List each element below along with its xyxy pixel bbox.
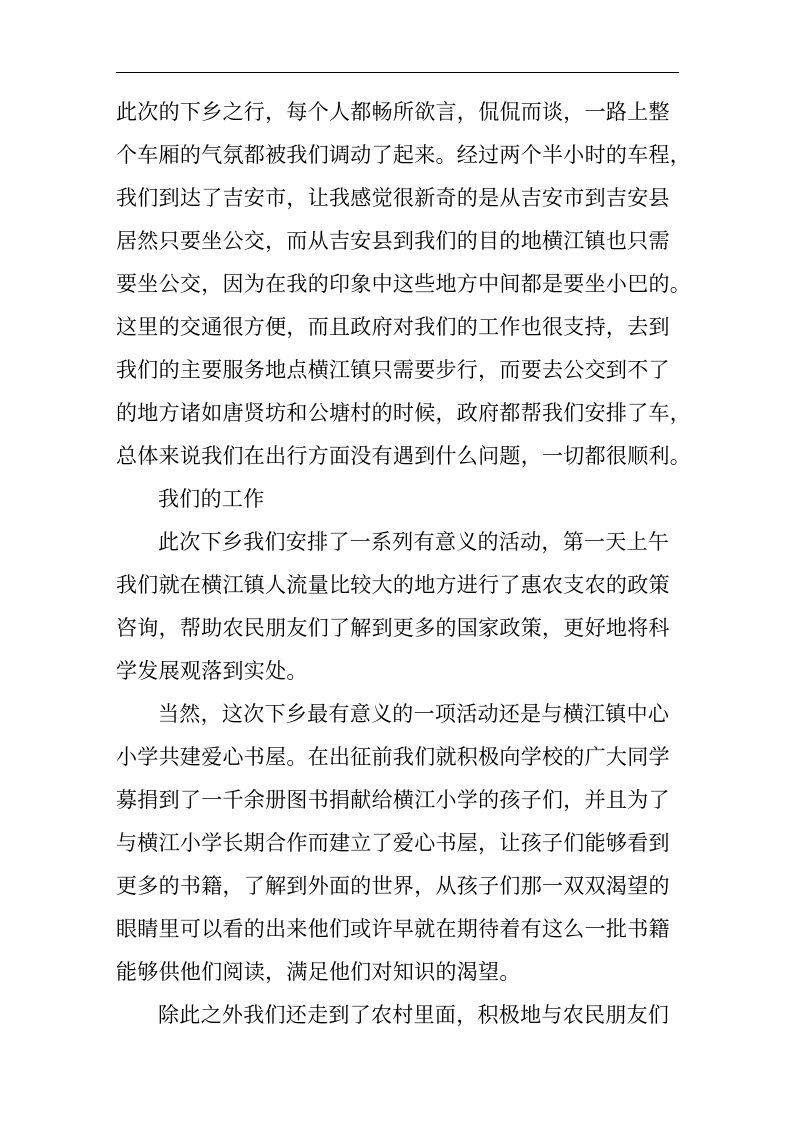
text-line: 此次下乡我们安排了一系列有意义的活动，第一天上午 [158, 530, 670, 554]
text-line: 更多的书籍，了解到外面的世界，从孩子们那一双双渴望的 [116, 874, 670, 898]
text-line: 我们的主要服务地点横江镇只需要步行，而要去公交到不了 [116, 358, 670, 382]
text-line: 募捐到了一千余册图书捐献给横江小学的孩子们，并且为了 [116, 788, 670, 812]
text-line: 居然只要坐公交，而从吉安县到我们的目的地横江镇也只需 [116, 229, 670, 253]
text-line: 个车厢的气氛都被我们调动了起来。经过两个半小时的车程， [116, 143, 692, 167]
text-line: 学发展观落到实处。 [116, 659, 308, 683]
text-line: 此次的下乡之行，每个人都畅所欲言，侃侃而谈，一路上整 [116, 100, 670, 124]
text-line: 咨询，帮助农民朋友们了解到更多的国家政策，更好地将科 [116, 616, 670, 640]
text-line: 我们到达了吉安市，让我感觉很新奇的是从吉安市到吉安县 [116, 186, 670, 210]
text-line: 除此之外我们还走到了农村里面，积极地与农民朋友们 [158, 1003, 670, 1027]
text-line: 我们就在横江镇人流量比较大的地方进行了惠农支农的政策 [116, 573, 670, 597]
text-line: 这里的交通很方便，而且政府对我们的工作也很支持，去到 [116, 315, 670, 339]
text-line: 小学共建爱心书屋。在出征前我们就积极向学校的广大同学 [116, 745, 670, 769]
text-line: 当然，这次下乡最有意义的一项活动还是与横江镇中心 [158, 702, 670, 726]
text-line: 总体来说我们在出行方面没有遇到什么问题，一切都很顺利。 [116, 444, 692, 468]
text-line: 眼睛里可以看的出来他们或许早就在期待着有这么一批书籍 [116, 917, 670, 941]
text-line: 要坐公交，因为在我的印象中这些地方中间都是要坐小巴的。 [116, 272, 692, 296]
header-rule [116, 72, 679, 73]
text-line: 的地方诸如唐贤坊和公塘村的时候，政府都帮我们安排了车， [116, 401, 692, 425]
text-line: 能够供他们阅读，满足他们对知识的渴望。 [116, 960, 521, 984]
section-heading: 我们的工作 [158, 487, 265, 511]
text-line: 与横江小学长期合作而建立了爱心书屋，让孩子们能够看到 [116, 831, 670, 855]
